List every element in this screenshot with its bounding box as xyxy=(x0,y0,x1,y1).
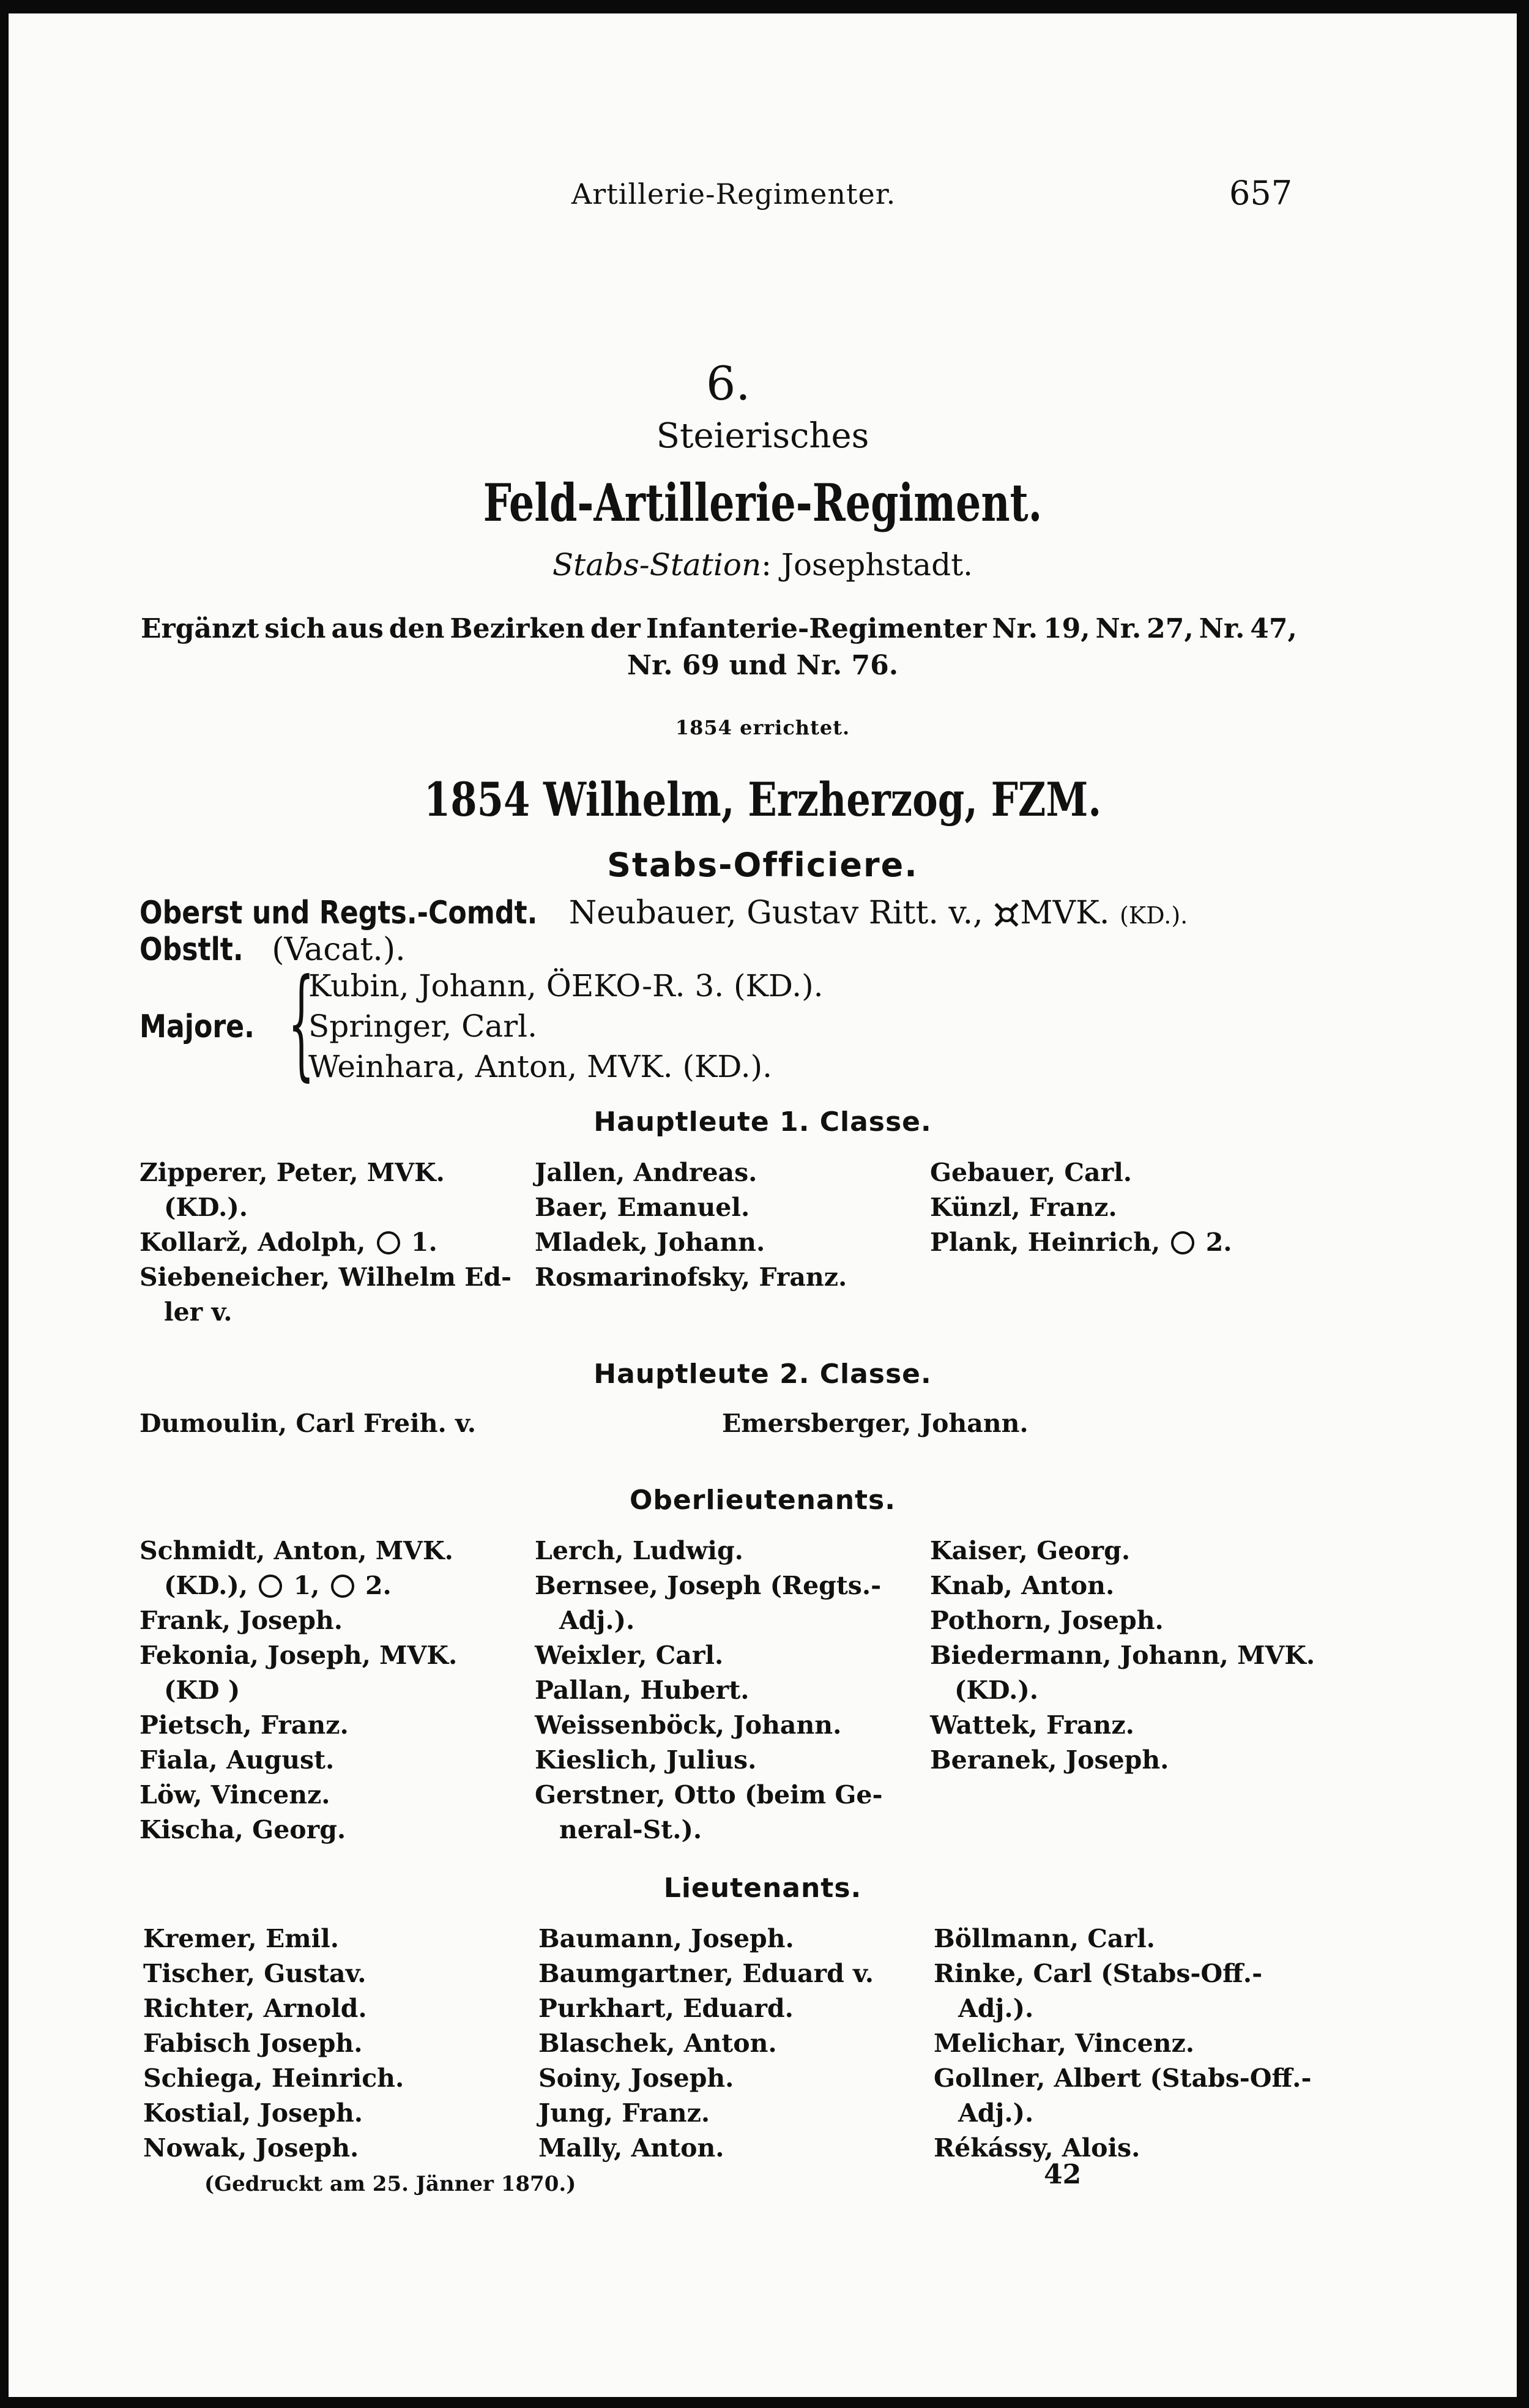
roster-line: Siebeneicher, Wilhelm Ed- xyxy=(140,1262,512,1292)
roster-line: Jallen, Andreas. xyxy=(535,1158,757,1187)
recruit-word: 19, xyxy=(1043,613,1090,644)
roster-line: Gebauer, Carl. xyxy=(930,1158,1133,1187)
roster-line: Weissenböck, Johann. xyxy=(535,1710,842,1740)
brace: { xyxy=(288,953,315,1093)
recruit-word: Nr. xyxy=(1199,613,1245,644)
staff-heading: Stabs-Officiere. xyxy=(607,846,918,884)
roster-line: Baumann, Joseph. xyxy=(538,1924,794,1953)
station-line xyxy=(9,547,1517,583)
roster-line: Bernsee, Joseph (Regts.- xyxy=(535,1571,882,1600)
roster-line: Richter, Arnold. xyxy=(143,1994,367,2023)
lieutenants-col2 xyxy=(538,1922,874,2166)
roster-line: Fabisch Joseph. xyxy=(143,2029,363,2058)
running-title: Artillerie-Regimenter. xyxy=(571,177,896,211)
recruit-word: sich xyxy=(264,613,326,644)
recruitment-line-2: Nr. 69 und Nr. 76. xyxy=(627,650,899,681)
oberst-decor: MVK. xyxy=(1020,895,1110,931)
roster-line: Pallan, Hubert. xyxy=(535,1676,750,1705)
lieutenants-col3 xyxy=(934,1922,1311,2166)
roster-line: Knab, Anton. xyxy=(930,1571,1115,1600)
roster-line: Kieslich, Julius. xyxy=(535,1745,757,1775)
roster-line: Mladek, Johann. xyxy=(535,1228,765,1257)
signature-mark: 42 xyxy=(1044,2159,1082,2190)
hauptleute1-col1 xyxy=(140,1155,512,1330)
recruit-word: 27, xyxy=(1147,613,1194,644)
roster-line: Nowak, Joseph. xyxy=(143,2133,359,2163)
recruit-word: Nr. xyxy=(1095,613,1142,644)
roster-line: Adj.). xyxy=(958,2098,1034,2128)
order-cross-icon xyxy=(993,901,1020,928)
recruitment-line-1 xyxy=(141,613,1297,644)
obstlt-line xyxy=(140,931,406,968)
roster-line: Frank, Joseph. xyxy=(140,1606,343,1635)
roster-line: ler v. xyxy=(164,1297,233,1327)
roster-line: Soiny, Joseph. xyxy=(538,2063,734,2093)
recruit-word: den xyxy=(389,613,445,644)
roster-line: Emersberger, Johann. xyxy=(722,1409,1029,1438)
roster-line: Blaschek, Anton. xyxy=(538,2029,777,2058)
roster-line: Gerstner, Otto (beim Ge- xyxy=(535,1780,883,1810)
recruit-word: Nr. xyxy=(992,613,1038,644)
roster-line: (KD.), 1, 2. xyxy=(164,1571,392,1600)
roster-line: Weixler, Carl. xyxy=(535,1641,724,1670)
recruit-word: 47, xyxy=(1250,613,1297,644)
roster-line: Melichar, Vincenz. xyxy=(934,2029,1195,2058)
oberst-kd: (KD.). xyxy=(1119,902,1188,929)
page xyxy=(9,13,1517,2397)
roster-line: Zipperer, Peter, MVK. xyxy=(140,1158,445,1187)
major-name: Springer, Carl. xyxy=(308,1008,537,1044)
roster-line: Schmidt, Anton, MVK. xyxy=(140,1536,453,1565)
station-value: : Josephstadt. xyxy=(761,547,973,583)
roster-line: Baumgartner, Eduard v. xyxy=(538,1959,874,1988)
page-number: 657 xyxy=(1229,174,1293,212)
roster-line: (KD.). xyxy=(164,1193,248,1222)
roster-line: Biedermann, Johann, MVK. xyxy=(930,1641,1315,1670)
hauptleute1-col3 xyxy=(930,1155,1232,1260)
roster-line: Dumoulin, Carl Freih. v. xyxy=(140,1409,477,1438)
oberst-label: Oberst und Regts.-Comdt. xyxy=(140,895,538,931)
decoration-circle-icon xyxy=(1171,1231,1194,1254)
lieutenants-heading: Lieutenants. xyxy=(663,1873,862,1904)
roster-line: Adj.). xyxy=(559,1606,635,1635)
roster-line: Rosmarinofsky, Franz. xyxy=(535,1262,847,1292)
roster-line: Purkhart, Eduard. xyxy=(538,1994,794,2023)
roster-line: Plank, Heinrich, 2. xyxy=(930,1228,1232,1257)
hauptleute1-heading: Hauptleute 1. Classe. xyxy=(593,1106,932,1138)
hauptleute2-col2 xyxy=(722,1406,1029,1441)
recruit-word: der xyxy=(590,613,641,644)
roster-line: Pothorn, Joseph. xyxy=(930,1606,1164,1635)
roster-line: Künzl, Franz. xyxy=(930,1193,1117,1222)
recruit-word: aus xyxy=(331,613,384,644)
regiment-owner: 1854 Wilhelm, Erzherzog, FZM. xyxy=(423,772,1102,827)
recruit-word: Ergänzt xyxy=(141,613,259,644)
established-note: 1854 errichtet. xyxy=(675,716,850,739)
roster-line: Löw, Vincenz. xyxy=(140,1780,330,1810)
printing-date: (Gedruckt am 25. Jänner 1870.) xyxy=(204,2172,576,2196)
roster-line: Lerch, Ludwig. xyxy=(535,1536,743,1565)
roster-line: Rékássy, Alois. xyxy=(934,2133,1140,2163)
recruit-word: Infanterie-Regimenter xyxy=(645,613,987,644)
roster-line: Tischer, Gustav. xyxy=(143,1959,366,1988)
hauptleute2-col1 xyxy=(140,1406,476,1441)
roster-line: Fiala, August. xyxy=(140,1745,335,1775)
majore-label: Majore. xyxy=(140,1008,255,1045)
obstlt-value: (Vacat.). xyxy=(272,931,406,968)
oberlieutenants-col1 xyxy=(140,1534,457,1847)
majore-list xyxy=(308,966,824,1087)
roster-line: Kischa, Georg. xyxy=(140,1815,346,1844)
roster-line: Schiega, Heinrich. xyxy=(143,2063,404,2093)
roster-line: Kremer, Emil. xyxy=(143,1924,340,1953)
major-name: Weinhara, Anton, MVK. (KD.). xyxy=(308,1049,773,1084)
decoration-circle-icon xyxy=(259,1575,282,1598)
major-name: Kubin, Johann, ÖEKO-R. 3. (KD.). xyxy=(308,968,824,1004)
roster-line: Kollarž, Adolph, 1. xyxy=(140,1228,437,1257)
roster-line: Fekonia, Joseph, MVK. xyxy=(140,1641,458,1670)
hauptleute2-heading: Hauptleute 2. Classe. xyxy=(593,1359,932,1390)
obstlt-label: Obstlt. xyxy=(140,931,244,968)
regiment-title: Feld-Artillerie-Regiment. xyxy=(483,472,1043,533)
roster-line: Beranek, Joseph. xyxy=(930,1745,1169,1775)
roster-line: Mally, Anton. xyxy=(538,2133,724,2163)
roster-line: (KD.). xyxy=(954,1676,1039,1705)
roster-line: Kostial, Joseph. xyxy=(143,2098,363,2128)
oberlieutenants-col3 xyxy=(930,1534,1315,1778)
oberst-name: Neubauer, Gustav Ritt. v., xyxy=(568,895,983,931)
oberlieutenants-heading: Oberlieutenants. xyxy=(630,1485,896,1516)
decoration-circle-icon xyxy=(377,1231,400,1254)
decoration-circle-icon xyxy=(331,1575,354,1598)
roster-line: Adj.). xyxy=(958,1994,1034,2023)
regiment-subtitle: Steierisches xyxy=(656,416,869,456)
recruit-word: Bezirken xyxy=(450,613,585,644)
roster-line: Rinke, Carl (Stabs-Off.- xyxy=(934,1959,1263,1988)
roster-line: Wattek, Franz. xyxy=(930,1710,1134,1740)
roster-line: Pietsch, Franz. xyxy=(140,1710,349,1740)
roster-line: Jung, Franz. xyxy=(538,2098,710,2128)
hauptleute1-col2 xyxy=(535,1155,847,1295)
station-label: Stabs-Station xyxy=(552,547,762,583)
roster-line: Kaiser, Georg. xyxy=(930,1536,1131,1565)
roster-line: (KD ) xyxy=(164,1676,240,1705)
lieutenants-col1 xyxy=(143,1922,404,2166)
oberlieutenants-col2 xyxy=(535,1534,883,1847)
roster-line: Baer, Emanuel. xyxy=(535,1193,750,1222)
roster-line: neral-St.). xyxy=(559,1815,702,1844)
regiment-number: 6. xyxy=(706,356,751,411)
oberst-line xyxy=(140,895,1188,931)
roster-line: Böllmann, Carl. xyxy=(934,1924,1155,1953)
roster-line: Gollner, Albert (Stabs-Off.- xyxy=(934,2063,1312,2093)
